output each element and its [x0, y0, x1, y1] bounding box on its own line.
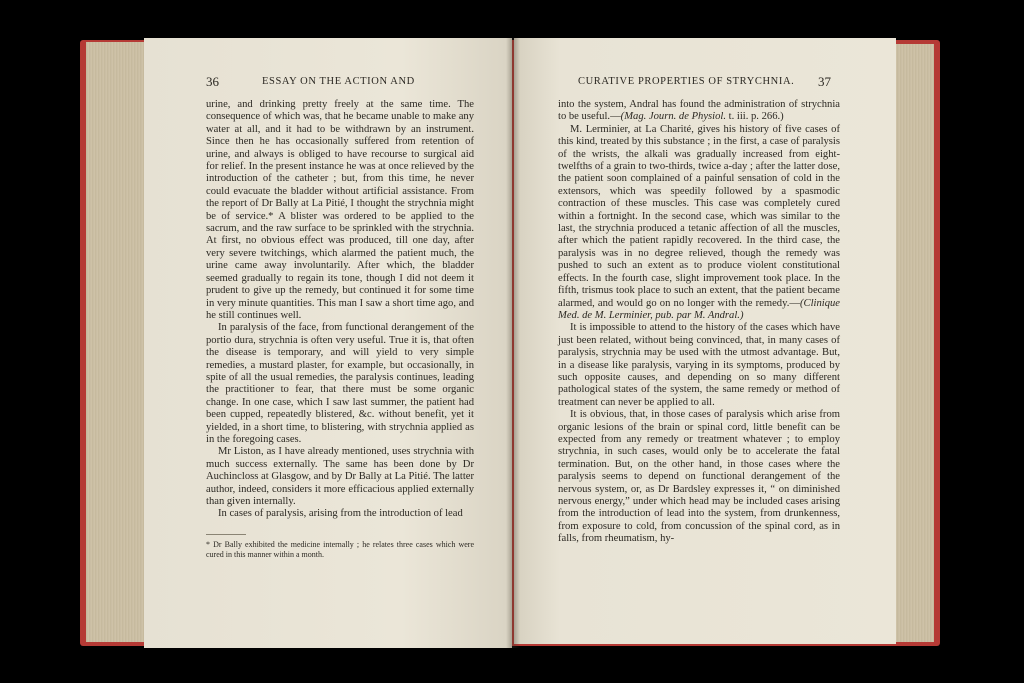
- citation: (Mag. Journ. de Physiol.: [620, 111, 726, 123]
- left-paragraph: In cases of paralysis, arising from the introduction of lead: [218, 508, 463, 520]
- citation: (Clinique Med. de M. Lerminier, pub. par M. Andral.): [558, 297, 840, 321]
- right-paragraph: [558, 124, 840, 323]
- left-page-number: 36: [206, 74, 219, 89]
- page-edges-left: [86, 42, 146, 642]
- right-page: [514, 38, 896, 644]
- left-page: [144, 38, 512, 648]
- book-gutter: [506, 38, 520, 648]
- right-page-number: 37: [818, 74, 831, 89]
- right-running-head: CURATIVE PROPERTIES OF STRYCHNIA.: [578, 76, 795, 87]
- page-edges-right: [894, 44, 934, 642]
- left-running-head: ESSAY ON THE ACTION AND: [262, 76, 415, 87]
- right-paragraph: It is impossible to attend to the history of the cases which have just been related, without being convinced, that, in many cases of paralysis, strychnia may be used with the utmost advantage. But, in a disease like paralysis, varying in its symptoms, produced by such opposite causes, and depending on so many different pathological states of the system, the same remedy or method of treatment can never be applied to all.: [558, 322, 840, 408]
- right-paragraph-text: M. Lerminier, at La Charité, gives his history of five cases of this kind, treated by this substance ; in the first, a case of paralysis of the wrists, the alkali was gradually increased from eight-twelfths of a grain to two-thirds, twice a-day ; after the latter dose, the patient soon complained of a painful sensation of cold in the extensors, which was speedily followed by a spasmodic contraction of these muscles. This case was completely cured within a fortnight. In the second case, which was similar to the last, the strychnia produced a tetanic affection of all the muscles, after which the patient rapidly recovered. In the third case, the paralysis was in no degree relieved, though the remedy was pushed to such an extent as to produce violent constitutional effects. In the fourth case, slight improvement took place. In the fifth, trismus took place to such an extent, that the patient became alarmed, and would go on no longer with the remedy.—: [558, 123, 840, 309]
- right-page-body: [558, 99, 840, 546]
- right-paragraph: It is obvious, that, in those cases of paralysis which arise from organic lesions of the brain or spinal cord, little benefit can be expected from any remedy or treatment whatever ; to employ strychnia, in such cases, would only be to accelerate the fatal termination. But, on the other hand, in those cases where the paralysis seems to depend on functional derangement of the nervous system, or, as Dr Bardsley expresses it, “ on diminished nervous energy,” under which head may be included cases arising from the introduction of lead into the system, from drunkenness, from exposure to cold, from concussion of the spinal cord, as in falls, from rheumatism, hy-: [558, 409, 840, 545]
- left-page-body: [206, 99, 474, 521]
- left-footnote: * Dr Bally exhibited the medicine internally ; he relates three cases which were cured in this manner within a month.: [206, 540, 474, 559]
- left-paragraph: urine, and drinking pretty freely at the same time. The consequence of which was, that he became unable to make any water at all, and it had to be withdrawn by an instrument. Since then he has occasionally suffered from retention of urine, and always is obliged to have recourse to surgical aid for relief. In the present instance he was at once relieved by the introduction of the catheter ; but, from this time, he never could evacuate the bladder without artificial assistance. From the report of Dr Bally at La Pitié, I thought the strychnia might be of service.* A blister was ordered to be applied to the sacrum, and the raw surface to be sprinkled with the strychnia. At first, no obvious effect was produced, till one day, after very severe twitchings, which alarmed the patient much, the urine came away involuntarily. After which, the bladder seemed gradually to regain its tone, though I did not deem it prudent to give up the remedy, but continued it for some time in very minute quantities. This man I saw a short time ago, and he still continues well.: [206, 99, 474, 321]
- left-paragraph: In paralysis of the face, from functional derangement of the portio dura, strychnia is often very useful. True it is, that often the disease is temporary, and will yield to very simple remedies, a mustard plaster, for example, but occasionally, in spite of all the usual remedies, the paralysis continues, leading the practitioner to fear, that there must be some organic change. In one case, which I saw last summer, the patient had been cupped, repeatedly blistered, &c. without benefit, yet it yielded, in a short time, to blistering, with strychnia applied as in the foregoing cases.: [206, 322, 474, 445]
- right-paragraph-text: into the system, Andral has found the administration of strychnia to be useful.—: [558, 99, 840, 123]
- footnote-rule: [206, 534, 246, 535]
- left-paragraph: Mr Liston, as I have already mentioned, uses strychnia with much success externally. The same has been done by Dr Auchincloss at Glasgow, and by Dr Bally at La Pitié. The latter author, indeed, considers it more efficacious applied externally than given internally.: [206, 446, 474, 507]
- open-book: [80, 36, 940, 651]
- citation-tail: t. iii. p. 266.): [726, 111, 784, 123]
- right-paragraph: [558, 99, 840, 124]
